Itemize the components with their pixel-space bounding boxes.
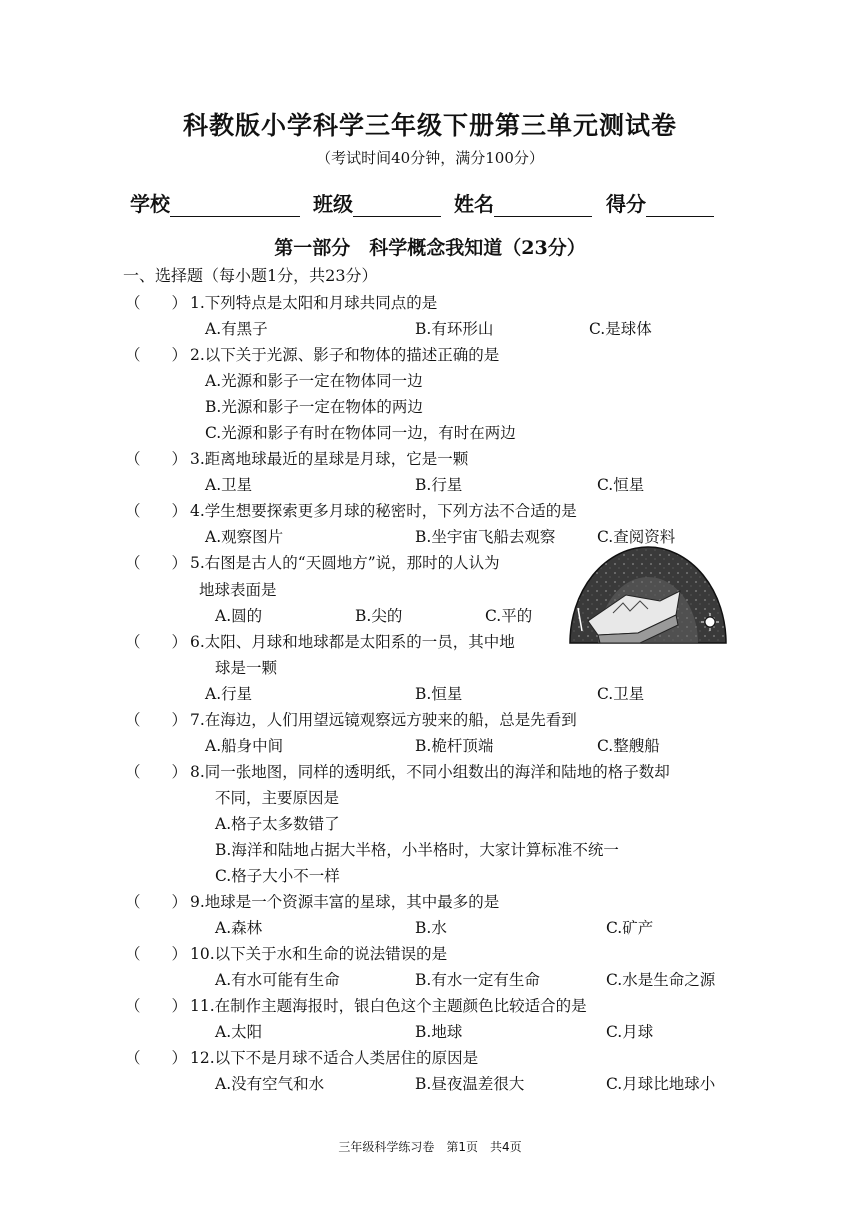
option-c: C.是球体 xyxy=(589,320,652,338)
class-field xyxy=(313,188,441,217)
question-stem: 6.太阳、月球和地球都是太阳系的一员，其中地 xyxy=(190,633,515,651)
answer-paren: （ ） xyxy=(125,945,188,963)
option-c: C.矿产 xyxy=(606,919,654,937)
section-title: 第一部分 科学概念我知道（23分） xyxy=(274,237,586,259)
option-a: A.格子太多数错了 xyxy=(215,815,340,833)
question-type-heading: 一、选择题（每小题1分，共23分） xyxy=(123,266,378,285)
option-c: C.恒星 xyxy=(597,476,645,494)
question-stem: 4.学生想要探索更多月球的秘密时，下列方法不合适的是 xyxy=(190,502,577,520)
answer-paren: （ ） xyxy=(125,554,188,572)
score-blank xyxy=(646,196,714,217)
score-field xyxy=(606,188,714,217)
option-a: A.光源和影子一定在物体同一边 xyxy=(205,372,423,390)
answer-paren: （ ） xyxy=(125,294,188,312)
option-b: B.桅杆顶端 xyxy=(415,737,494,755)
question-stem: 7.在海边，人们用望远镜观察远方驶来的船，总是先看到 xyxy=(190,711,577,729)
option-a: A.有水可能有生命 xyxy=(215,971,340,989)
question-stem: 11.在制作主题海报时，银白色这个主题颜色比较适合的是 xyxy=(190,997,587,1015)
option-a: A.行星 xyxy=(205,685,253,703)
score-label: 得分 xyxy=(606,192,646,216)
option-b: B.昼夜温差很大 xyxy=(415,1075,525,1093)
answer-paren: （ ） xyxy=(125,1049,188,1067)
answer-paren: （ ） xyxy=(125,763,188,781)
option-a: A.圆的 xyxy=(215,607,263,625)
school-field xyxy=(130,188,300,217)
option-a: A.卫星 xyxy=(205,476,253,494)
option-b: B.行星 xyxy=(415,476,463,494)
answer-paren: （ ） xyxy=(125,893,188,911)
option-c: C.光源和影子有时在物体同一边，有时在两边 xyxy=(205,424,516,442)
question-stem: 2.以下关于光源、影子和物体的描述正确的是 xyxy=(190,346,500,364)
option-a: A.太阳 xyxy=(215,1023,263,1041)
name-label: 姓名 xyxy=(454,192,494,216)
option-c: C.格子大小不一样 xyxy=(215,867,340,885)
page-title: 科教版小学科学三年级下册第三单元测试卷 xyxy=(182,111,677,140)
answer-paren: （ ） xyxy=(125,502,188,520)
option-c: C.月球 xyxy=(606,1023,654,1041)
option-b: B.海洋和陆地占据大半格，小半格时，大家计算标准不统一 xyxy=(215,841,619,859)
question-stem: 5.右图是古人的“天圆地方”说，那时的人认为 xyxy=(190,554,500,572)
option-b: B.有环形山 xyxy=(415,320,494,338)
option-c: C.水是生命之源 xyxy=(606,971,716,989)
option-a: A.观察图片 xyxy=(205,528,284,546)
question-stem-cont: 地球表面是 xyxy=(199,581,277,599)
exam-subtitle: （考试时间40分钟，满分100分） xyxy=(316,149,544,167)
option-c: C.卫星 xyxy=(597,685,645,703)
option-a: A.没有空气和水 xyxy=(215,1075,325,1093)
option-a: A.森林 xyxy=(215,919,263,937)
answer-paren: （ ） xyxy=(125,346,188,364)
option-a: A.有黑子 xyxy=(205,320,268,338)
question-stem: 12.以下不是月球不适合人类居住的原因是 xyxy=(190,1049,479,1067)
answer-paren: （ ） xyxy=(125,450,188,468)
option-b: B.恒星 xyxy=(415,685,463,703)
question-stem-cont: 不同，主要原因是 xyxy=(215,789,340,807)
question-stem: 10.以下关于水和生命的说法错误的是 xyxy=(190,945,448,963)
name-field xyxy=(454,188,592,217)
answer-paren: （ ） xyxy=(125,997,188,1015)
option-b: B.坐宇宙飞船去观察 xyxy=(415,528,556,546)
class-blank xyxy=(353,196,441,217)
class-label: 班级 xyxy=(313,192,353,216)
answer-paren: （ ） xyxy=(125,633,188,651)
option-b: B.水 xyxy=(415,919,447,937)
question-stem: 9.地球是一个资源丰富的星球，其中最多的是 xyxy=(190,893,500,911)
question-stem: 8.同一张地图，同样的透明纸，不同小组数出的海洋和陆地的格子数却 xyxy=(190,763,670,781)
answer-paren: （ ） xyxy=(125,711,188,729)
page-footer: 三年级科学练习卷 第1页 共4页 xyxy=(338,1140,522,1154)
option-c: C.查阅资料 xyxy=(597,528,676,546)
question-stem: 1.下列特点是太阳和月球共同点的是 xyxy=(190,294,438,312)
dome-earth-illustration xyxy=(568,543,728,648)
name-blank xyxy=(494,196,592,217)
option-c: C.平的 xyxy=(485,607,533,625)
school-blank xyxy=(170,196,300,217)
option-c: C.整艘船 xyxy=(597,737,660,755)
option-a: A.船身中间 xyxy=(205,737,284,755)
option-b: B.尖的 xyxy=(355,607,403,625)
option-c: C.月球比地球小 xyxy=(606,1075,716,1093)
option-b: B.有水一定有生命 xyxy=(415,971,540,989)
question-stem-cont: 球是一颗 xyxy=(215,659,278,677)
question-stem: 3.距离地球最近的星球是月球，它是一颗 xyxy=(190,450,469,468)
option-b: B.光源和影子一定在物体的两边 xyxy=(205,398,423,416)
school-label: 学校 xyxy=(130,192,170,216)
option-b: B.地球 xyxy=(415,1023,463,1041)
